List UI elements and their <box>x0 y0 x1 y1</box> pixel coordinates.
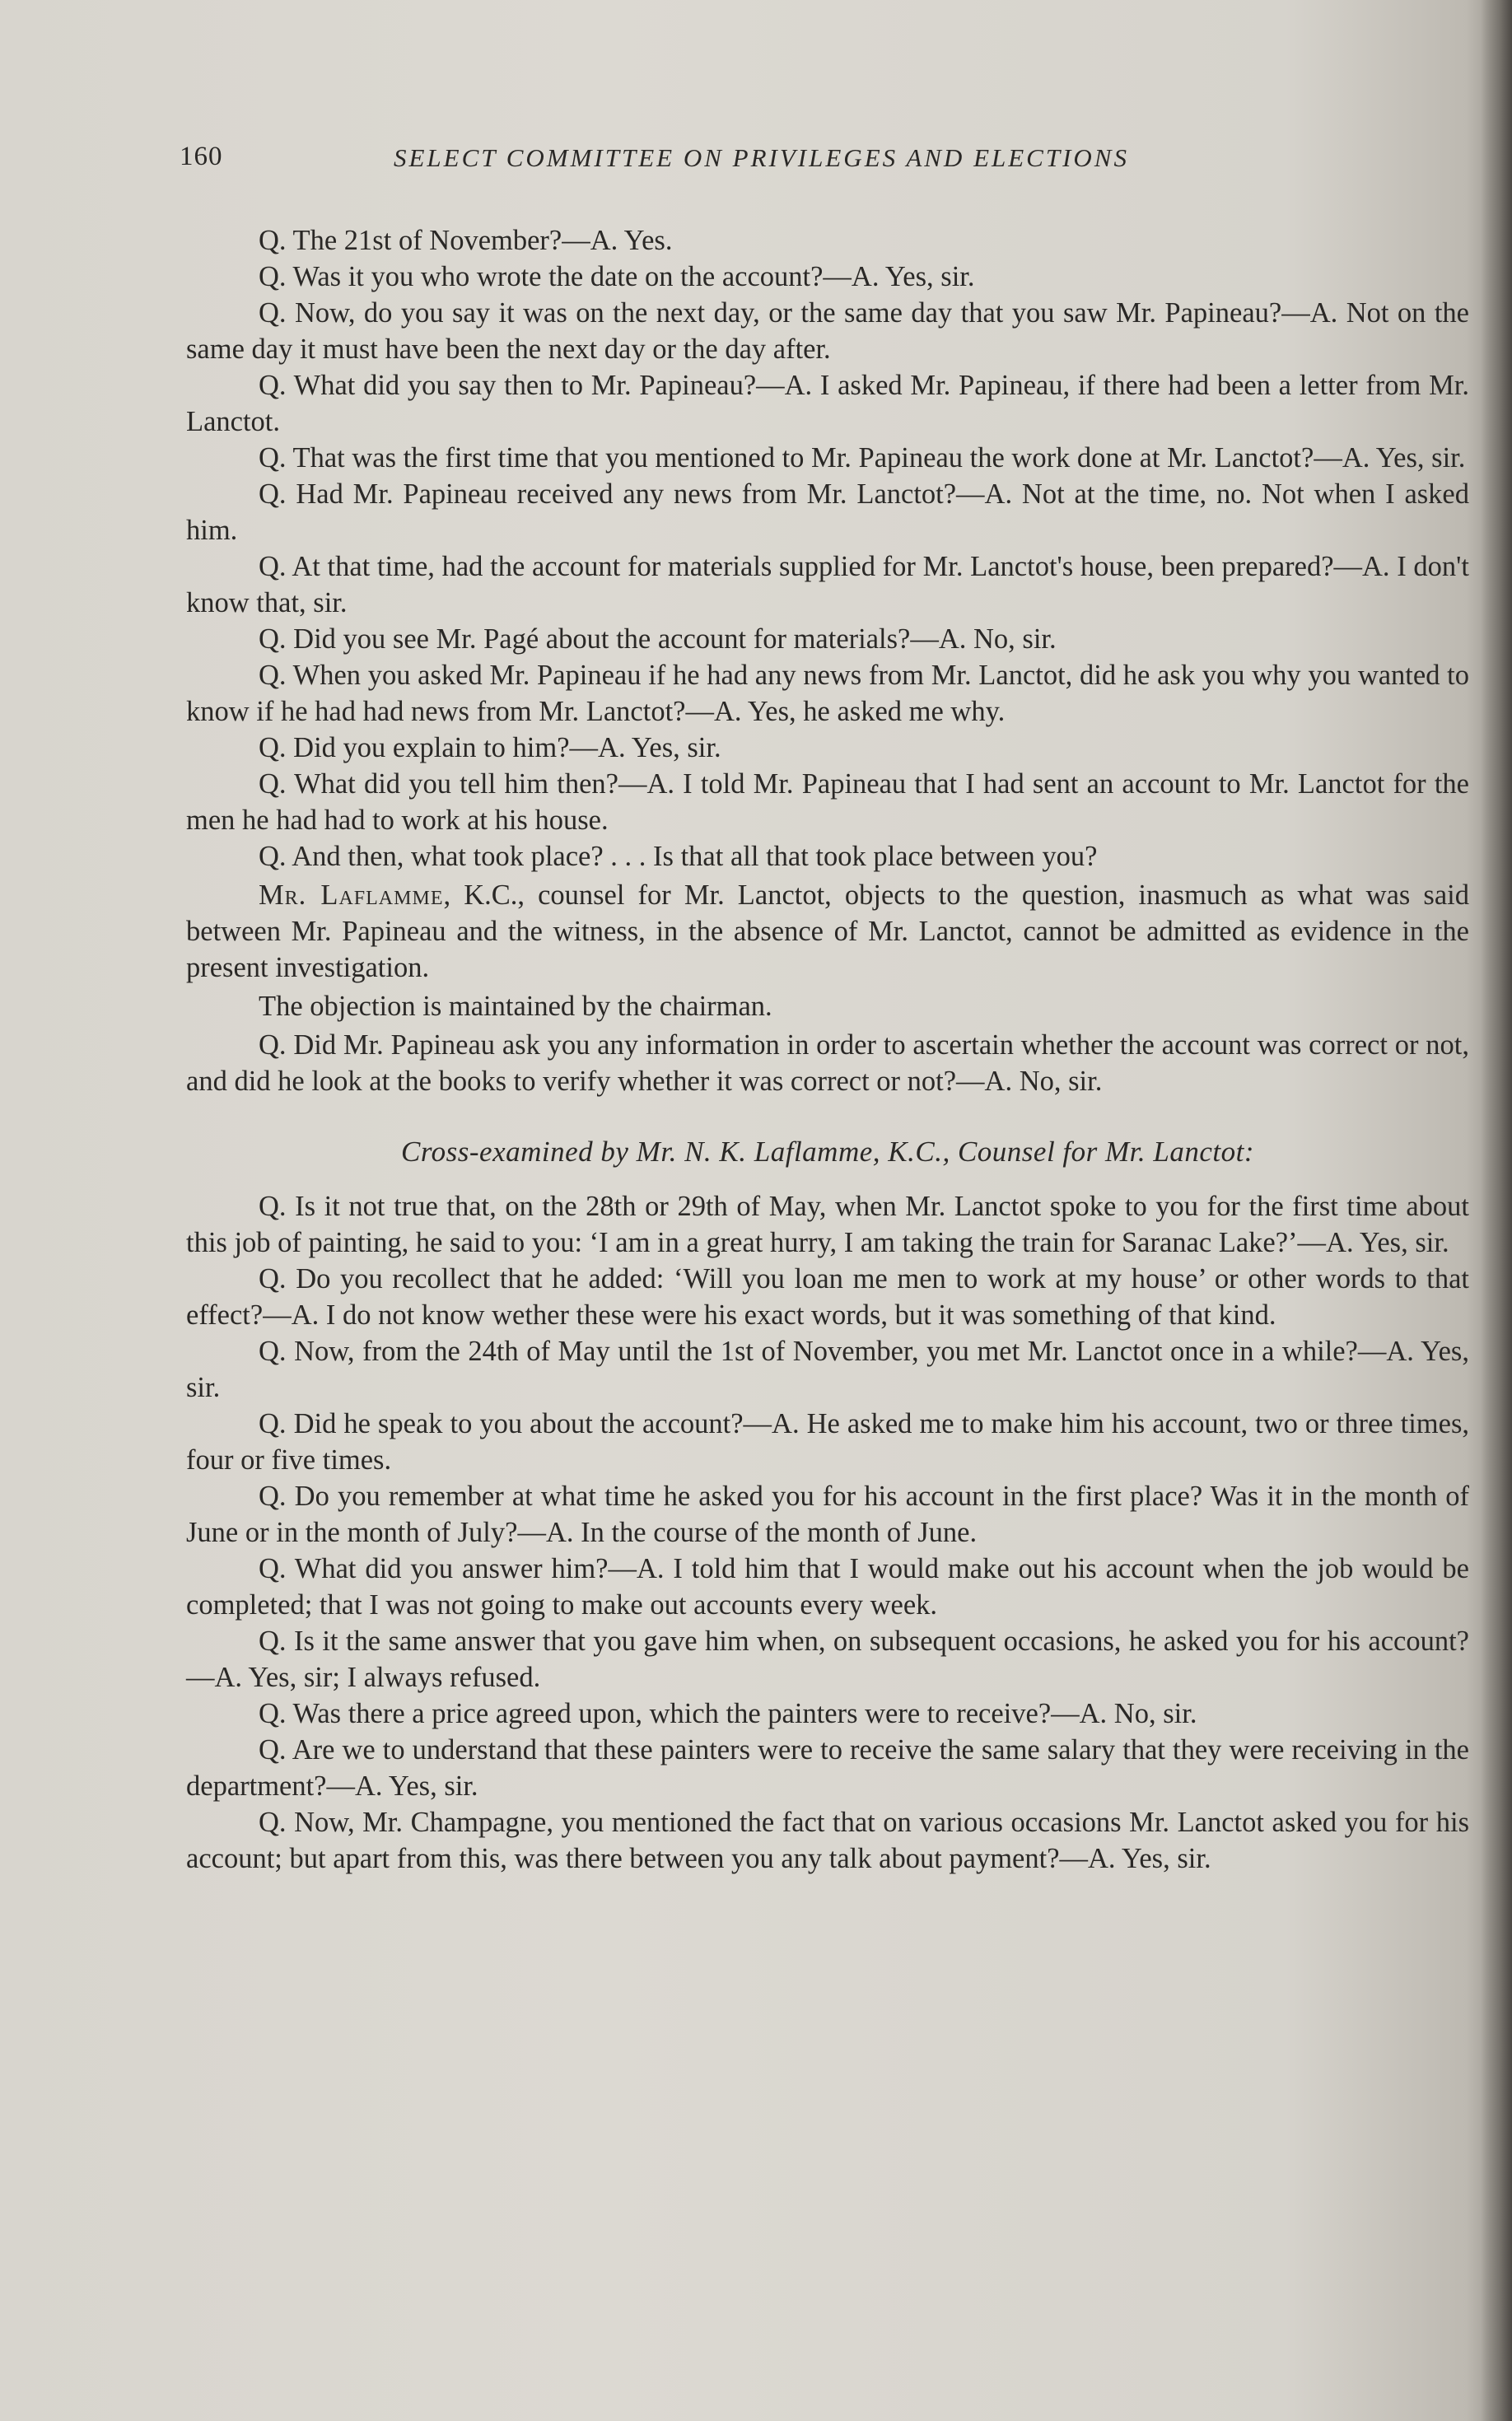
testimony-paragraph: Q. At that time, had the account for materials supplied for Mr. Lanctot's house, been prepared?—A. I don't know that, sir. <box>186 551 1469 618</box>
testimony-paragraph: Q. Now, do you say it was on the next day, or the same day that you saw Mr. Papineau?—A. Not on the same day it must have been the next day or the day after. <box>186 297 1469 365</box>
testimony-paragraph: Q. Do you remember at what time he asked you for his account in the first place? Was it in the month of June or in the month of July?—A. In the course of the month of June. <box>186 1481 1469 1548</box>
testimony-paragraph: Q. And then, what took place? . . . Is that all that took place between you? <box>259 841 1098 872</box>
testimony-paragraph: Q. Did Mr. Papineau ask you any information in order to ascertain whether the account was correct or not, and did he look at the books to verify whether it was correct or not?—A. No, sir. <box>186 1029 1469 1097</box>
testimony-paragraph: Q. The 21st of November?—A. Yes. <box>259 225 673 256</box>
cross-examination-heading: Cross-examined by Mr. N. K. Laflamme, K.C., Counsel for Mr. Lanctot: <box>400 1136 1255 1168</box>
testimony-paragraph: Q. That was the first time that you mentioned to Mr. Papineau the work done at Mr. Lanctot?—A. Yes, sir. <box>259 442 1466 473</box>
running-head: SELECT COMMITTEE ON PRIVILEGES AND ELECTIONS <box>394 143 1129 172</box>
testimony-paragraph: Q. When you asked Mr. Papineau if he had any news from Mr. Lanctot, did he ask you why you wanted to know if he had had news from Mr. Lanctot?—A. Yes, he asked me why. <box>186 660 1469 727</box>
page-number: 160 <box>180 142 223 171</box>
page-header <box>180 142 1464 183</box>
testimony-paragraph: Q. Is it not true that, on the 28th or 29th of May, when Mr. Lanctot spoke to you for the first time about this job of painting, he said to you: ‘I am in a great hurry, I am taking the train for Saranac Lake?’—A. Yes, sir. <box>186 1191 1469 1258</box>
testimony-paragraph: Q. What did you answer him?—A. I told him that I would make out his account when the job would be completed; that I was not going to make out accounts every week. <box>186 1553 1469 1621</box>
testimony-paragraph: Q. Had Mr. Papineau received any news from Mr. Lanctot?—A. Not at the time, no. Not when I asked him. <box>186 478 1469 546</box>
testimony-paragraph: Q. Is it the same answer that you gave him when, on subsequent occasions, he asked you for his account?—A. Yes, sir; I always refused. <box>186 1626 1469 1693</box>
testimony-paragraph: Q. Was there a price agreed upon, which the painters were to receive?—A. No, sir. <box>259 1698 1197 1729</box>
page-body <box>186 222 1469 1877</box>
objection-speaker: Mr. Laflamme <box>259 879 444 911</box>
testimony-paragraph: Q. What did you tell him then?—A. I told Mr. Papineau that I had sent an account to Mr. Lanctot for the men he had had to work at his house. <box>186 768 1469 836</box>
page-edge-shadow <box>1481 0 1512 2421</box>
testimony-paragraph: Q. What did you say then to Mr. Papineau?—A. I asked Mr. Papineau, if there had been a letter from Mr. Lanctot. <box>186 370 1469 437</box>
testimony-paragraph: Q. Now, from the 24th of May until the 1st of November, you met Mr. Lanctot once in a while?—A. Yes, sir. <box>186 1336 1469 1403</box>
testimony-paragraph: Q. Did you see Mr. Pagé about the account for materials?—A. No, sir. <box>259 623 1057 655</box>
testimony-paragraph: Q. Did you explain to him?—A. Yes, sir. <box>259 732 721 763</box>
ruling-paragraph: The objection is maintained by the chairman. <box>259 991 772 1022</box>
testimony-paragraph: Q. Did he speak to you about the account?—A. He asked me to make him his account, two or three times, four or five times. <box>186 1408 1469 1476</box>
objection-paragraph <box>186 877 1469 986</box>
testimony-paragraph: Q. Are we to understand that these painters were to receive the same salary that they were receiving in the department?—A. Yes, sir. <box>186 1734 1469 1802</box>
testimony-paragraph: Q. Now, Mr. Champagne, you mentioned the fact that on various occasions Mr. Lanctot asked you for his account; but apart from this, was there between you any talk about payment?—A. Yes, sir. <box>186 1807 1469 1874</box>
objection-text: , K.C., counsel for Mr. Lanctot, objects to the question, inasmuch as what was said between Mr. Papineau and the witness, in the absence of Mr. Lanctot, cannot be admitted as evidence in the present investigation. <box>186 879 1469 983</box>
testimony-paragraph: Q. Was it you who wrote the date on the account?—A. Yes, sir. <box>259 261 975 292</box>
testimony-paragraph: Q. Do you recollect that he added: ‘Will you loan me men to work at my house’ or other words to that effect?—A. I do not know wether these were his exact words, but it was something of that kind. <box>186 1263 1469 1331</box>
